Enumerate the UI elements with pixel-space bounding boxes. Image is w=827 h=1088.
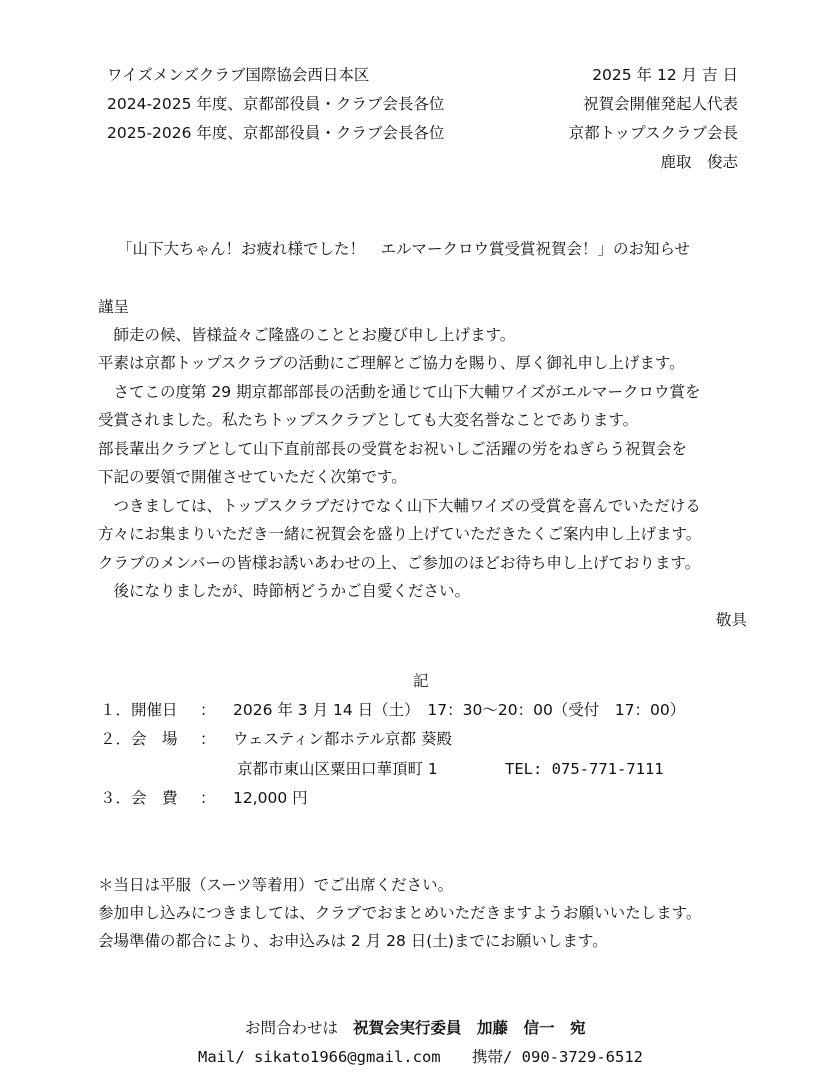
venue-colon: ：	[200, 730, 216, 748]
body-line: さてこの度第 29 期京都部部長の活動を通じて山下大輔ワイズがエルマークロウ賞を	[98, 383, 701, 401]
body-line: つきましては、トップスクラブだけでなく山下大輔ワイズの受賞を喜んでいただける	[98, 497, 701, 515]
letter-title: 「山下大ちゃん！お疲れ様でした！ エルマークロウ賞受賞祝賀会！」のお知らせ	[117, 240, 691, 258]
body-line: 下記の要領で開催させていただく次第です。	[98, 468, 407, 486]
contact-line	[245, 1018, 585, 1038]
note-line: 会場準備の都合により、お申込みは 2 月 28 日(土)までにお願いします。	[98, 932, 608, 950]
venue-tel: TEL: 075-771-7111	[505, 760, 664, 778]
body-line: 後になりましたが、時節柄どうかご自愛ください。	[98, 582, 471, 600]
recipient-line-3: 2025-2026 年度、京都部役員・クラブ会長各位	[107, 124, 445, 142]
recipient-line-1: ワイズメンズクラブ国際協会西日本区	[107, 66, 370, 84]
contact-phone: 携帯/ 090-3729-6512	[472, 1048, 643, 1066]
date-colon: ：	[200, 701, 216, 719]
date-label: １．開催日	[100, 701, 178, 719]
body-line: 部長輩出クラブとして山下直前部長の受賞をお祝いしご活躍の労をねぎらう祝賀会を	[98, 440, 688, 458]
note-line: ＊当日は平服（スーツ等着用）でご出席ください。	[98, 876, 454, 894]
fee-colon: ：	[200, 789, 216, 807]
venue-address: 京都市東山区粟田口華頂町 1	[237, 760, 438, 778]
date-value: 2026 年 3 月 14 日（土） 17：30～20：00（受付 17：00）	[233, 701, 686, 719]
sender-name: 鹿取 俊志	[660, 153, 738, 171]
fee-value: 12,000 円	[233, 789, 308, 807]
body-line: 平素は京都トップスクラブの活動にご理解とご協力を賜り、厚く御礼申し上げます。	[98, 354, 685, 372]
fee-label: ３．会 費	[100, 789, 178, 807]
body-line: クラブのメンバーの皆様お誘いあわせの上、ご参加のほどお待ち申し上げております。	[98, 554, 701, 572]
note-line: 参加申し込みにつきましては、クラブでおまとめいただきますようお願いいたします。	[98, 904, 702, 922]
letter-date: 2025 年 12 月 吉 日	[592, 66, 738, 84]
contact-prefix: お問合わせは	[245, 1019, 339, 1037]
contact-mail: Mail/ sikato1966@gmail.com	[198, 1048, 441, 1066]
greeting: 謹呈	[98, 298, 130, 316]
body-line: 受賞されました。私たちトップスクラブとしても大変名誉なことであります。	[98, 411, 639, 429]
ki-heading: 記	[413, 672, 429, 690]
venue-label: ２．会 場	[100, 730, 178, 748]
contact-name: 祝賀会実行委員 加藤 信一 宛	[352, 1019, 586, 1037]
body-line: 師走の候、皆様益々ご隆盛のこととお慶び申し上げます。	[98, 326, 516, 344]
sender-title: 祝賀会開催発起人代表	[582, 95, 738, 113]
venue-value: ウェスティン都ホテル京都 葵殿	[233, 730, 452, 748]
recipient-line-2: 2024-2025 年度、京都部役員・クラブ会長各位	[107, 95, 445, 113]
sender-club: 京都トップスクラブ会長	[568, 124, 738, 142]
closing: 敬具	[715, 611, 747, 629]
body-line: 方々にお集まりいただき一緒に祝賀会を盛り上げていただきたくご案内申し上げます。	[98, 525, 702, 543]
